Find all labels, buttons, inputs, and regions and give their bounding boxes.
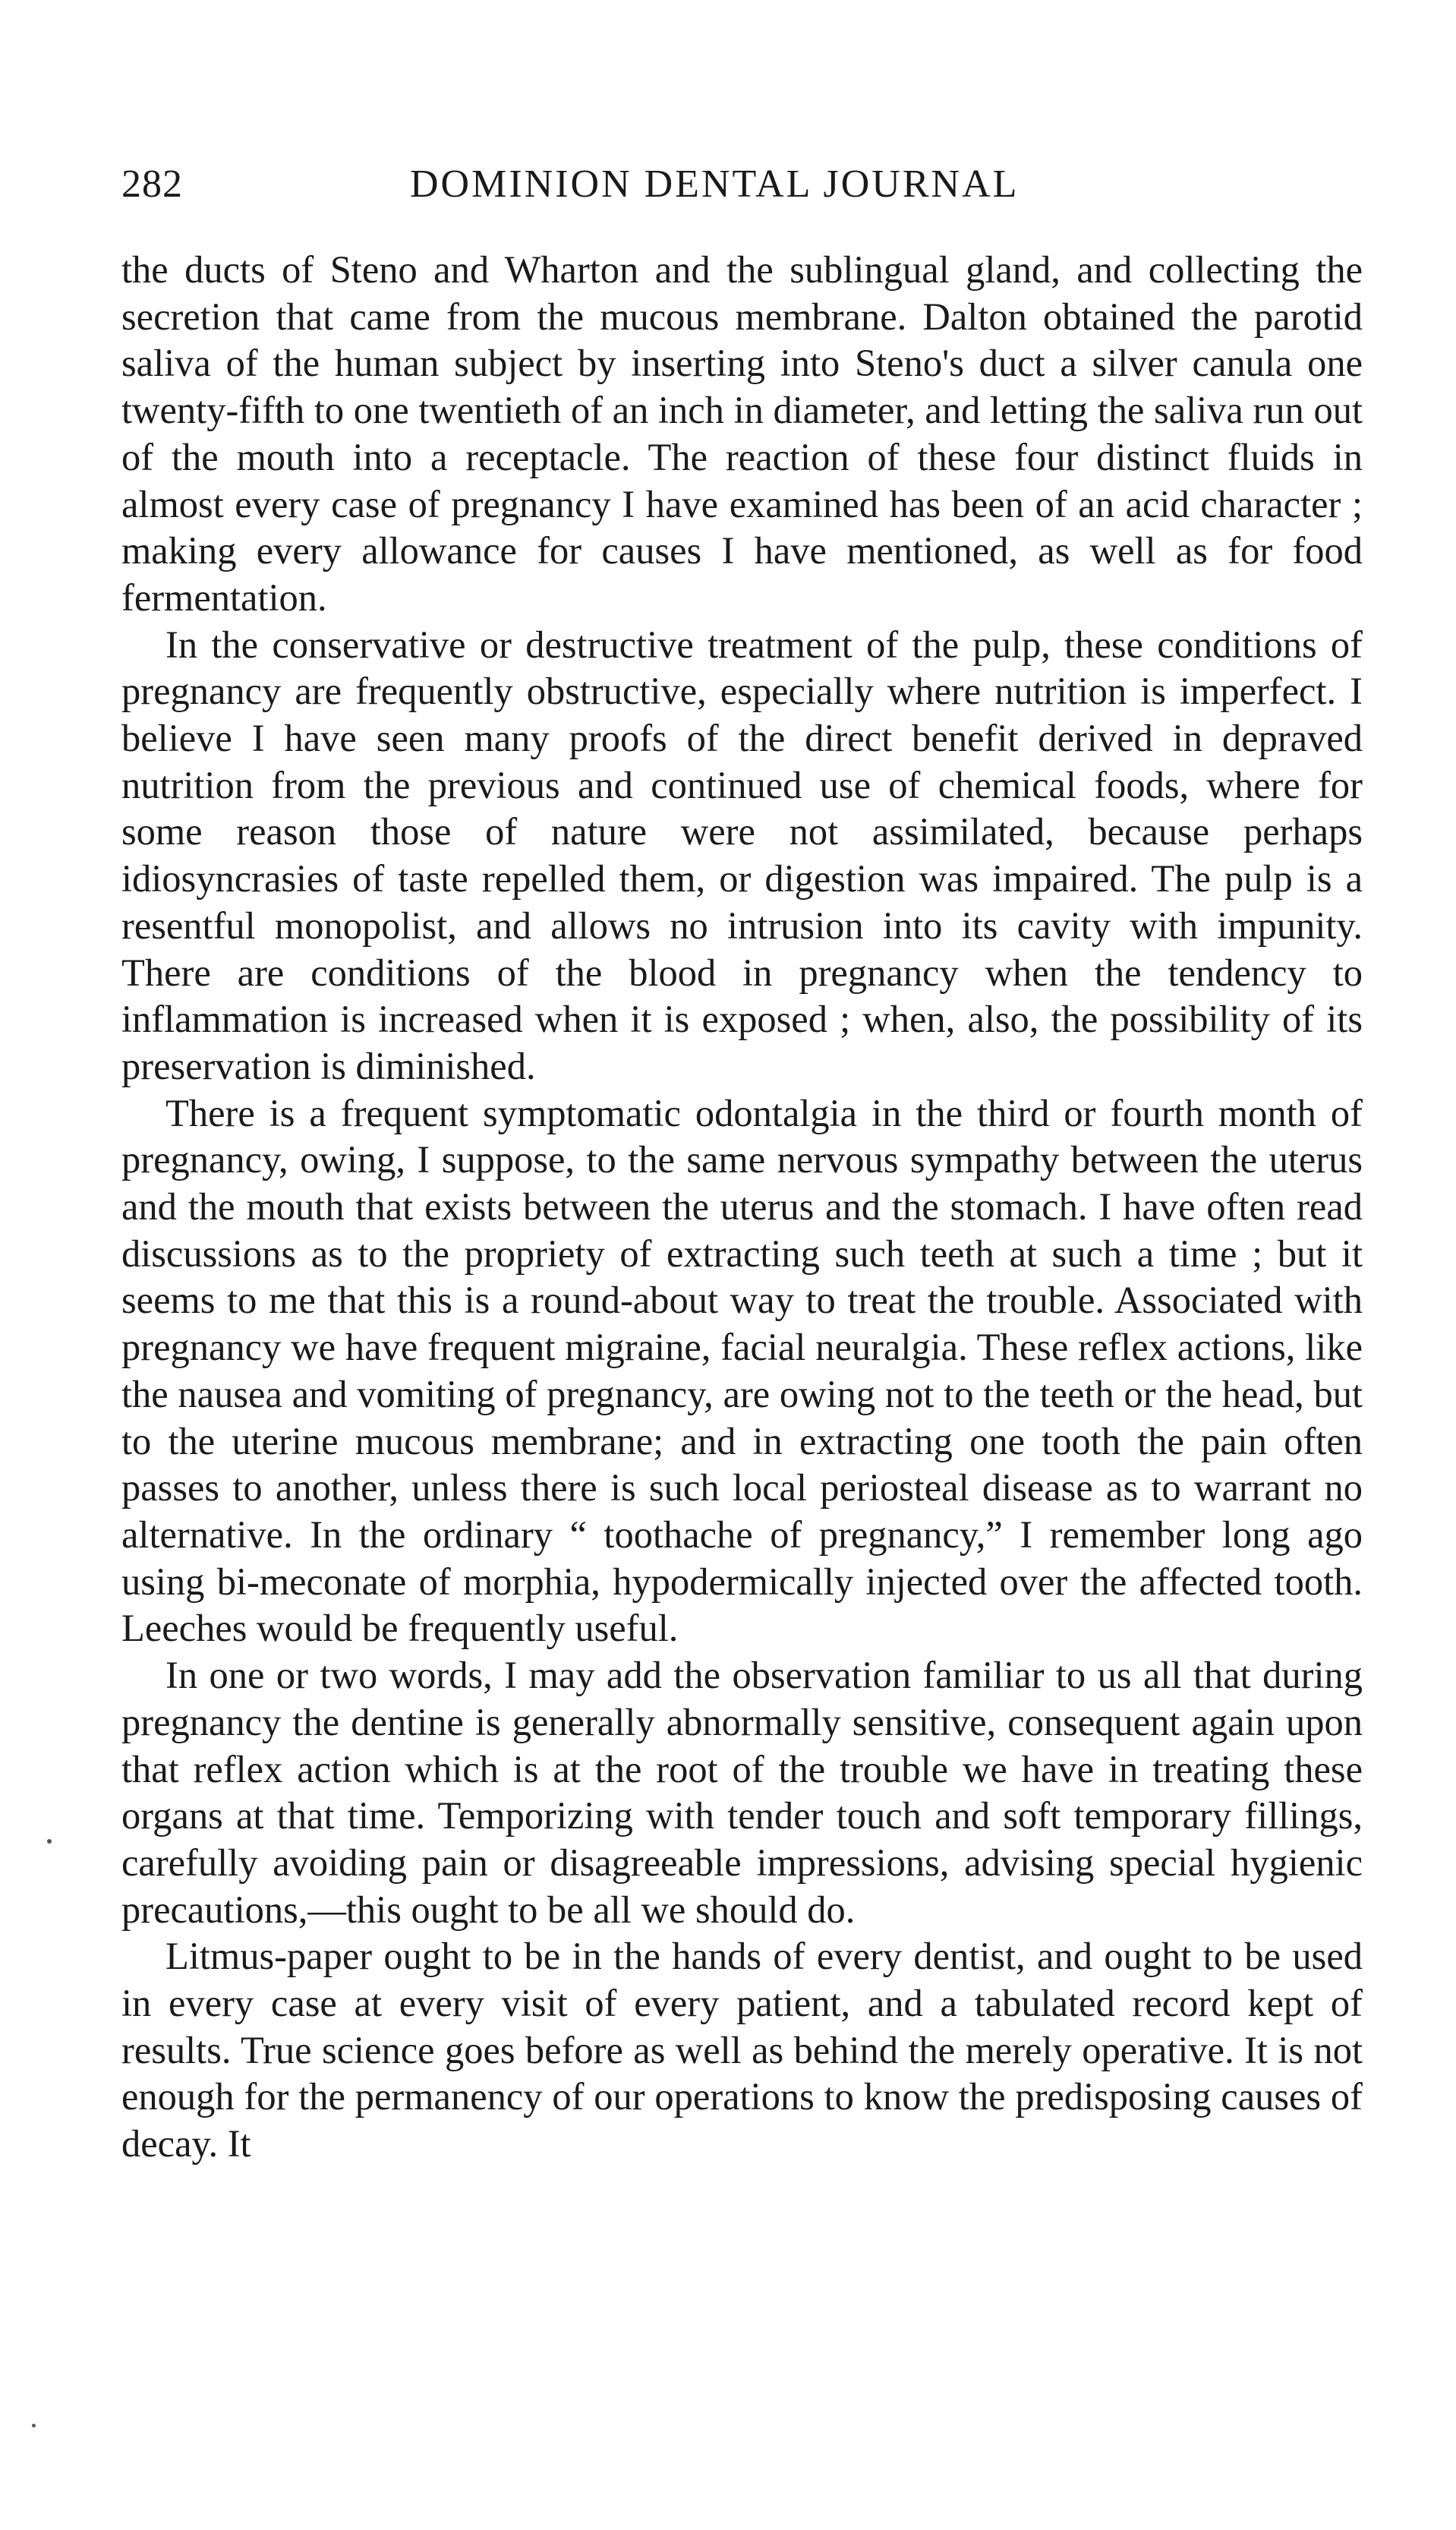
paragraph-5: Litmus-paper ought to be in the hands of every dentist, and ought to be used in every case at every visit of every patient, and a tabulated record kept of results. True science goes before as well as behind the merely operative. It is not enough for the permanency of our operations to know the predisposing causes of decay. It (121, 1935, 1363, 2166)
paragraph-1: the ducts of Steno and Wharton and the sublingual gland, and collecting the secretion that came from the mucous membrane. Dalton obtained the parotid saliva of the human subject by inserting into Steno's duct a silver canula one twenty-fifth to one twentieth of an inch in diameter, and letting the saliva run out of the mouth into a receptacle. The reaction of these four distinct fluids in almost every case of pregnancy I have examined has been of an acid character ; making every allowance for causes I have mentioned, as well as for food fermentation. (121, 248, 1363, 619)
body-text (121, 247, 1363, 2168)
paragraph-4: In one or two words, I may add the observation familiar to us all that during pregnancy the dentine is generally abnormally sensitive, consequent again upon that reflex action which is at the root of the trouble we have in treating these organs at that time. Temporizing with tender touch and soft temporary fillings, carefully avoiding pain or disagreeable impressions, advising special hygienic precautions,—this ought to be all we should do. (121, 1654, 1363, 1931)
paragraph-2: In the conservative or destructive treatment of the pulp, these conditions of pregnancy are frequently obstructive, especially where nutrition is imperfect. I believe I have seen many proofs of the direct benefit derived in depraved nutrition from the previous and continued use of chemical foods, where for some reason those of nature were not assimilated, because perhaps idiosyncrasies of taste repelled them, or digestion was impaired. The pulp is a resentful monopolist, and allows no intrusion into its cavity with impunity. There are conditions of the blood in pregnancy when the tendency to inflammation is increased when it is exposed ; when, also, the possibility of its preservation is diminished. (121, 623, 1363, 1087)
paragraph-3: There is a frequent symptomatic odontalgia in the third or fourth month of pregnancy, owing, I suppose, to the same nervous sympathy between the uterus and the mouth that exists between the uterus and the stomach. I have often read discussions as to the propriety of extracting such teeth at such a time ; but it seems to me that this is a round-about way to treat the trouble. Associated with pregnancy we have frequent migraine, facial neuralgia. These reflex actions, like the nausea and vomiting of pregnancy, are owing not to the teeth or the head, but to the uterine mucous membrane; and in extracting one tooth the pain often passes to another, unless there is such local periosteal disease as to warrant no alternative. In the ordinary “ toothache of pregnancy,” I remember long ago using bi-meconate of morphia, hypodermically injected over the affected tooth. Leeches would be frequently useful. (121, 1091, 1363, 1650)
page-number: 282 (121, 162, 183, 206)
ink-speck (32, 2424, 36, 2427)
journal-title: DOMINION DENTAL JOURNAL (410, 162, 1020, 206)
running-head (121, 158, 1363, 211)
ink-speck (47, 1839, 52, 1844)
